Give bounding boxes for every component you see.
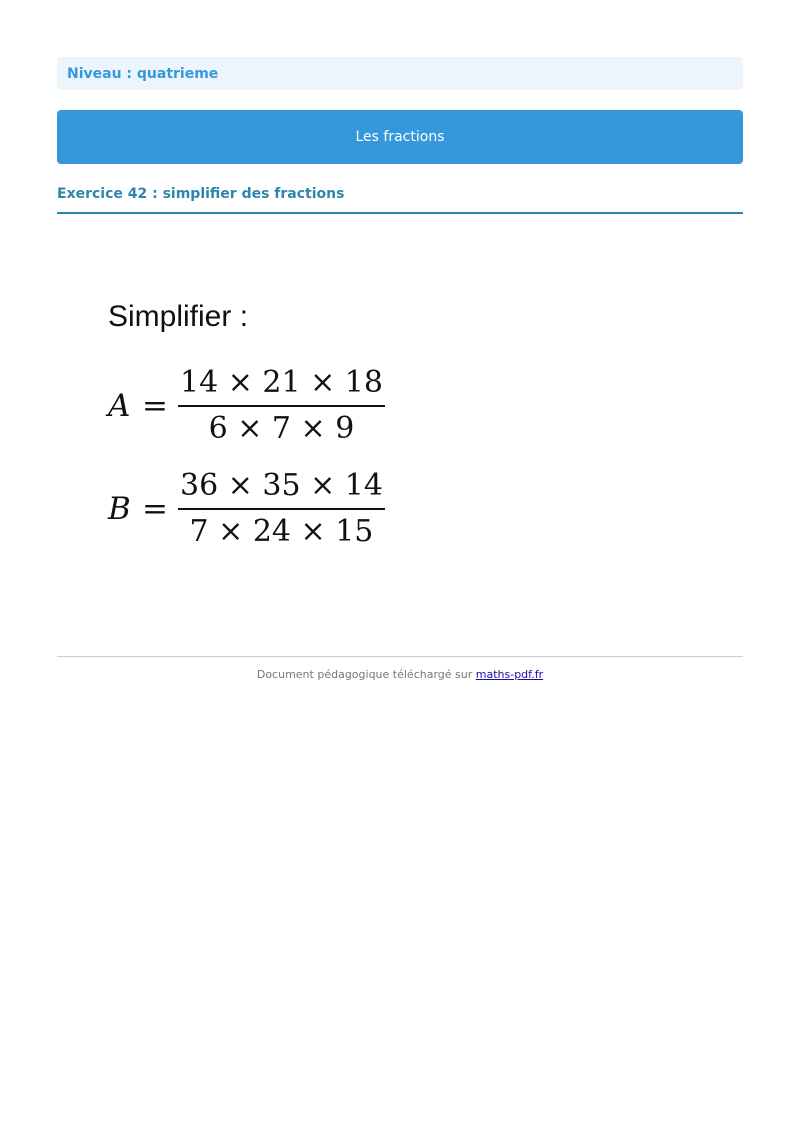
footer (57, 668, 743, 681)
level-text: Niveau : quatrieme (67, 65, 219, 82)
numerator-b: 36 × 35 × 14 (179, 468, 383, 503)
chapter-title: Les fractions (355, 129, 445, 145)
exercise-instruction: Simplifier : (108, 300, 249, 333)
denominator-a: 6 × 7 × 9 (208, 411, 355, 446)
footer-text: Document pédagogique téléchargé sur (256, 668, 476, 681)
equals-sign: = (142, 491, 168, 527)
numerator-a: 14 × 21 × 18 (179, 365, 383, 400)
variable-a: A (108, 388, 131, 424)
equals-sign: = (142, 388, 168, 424)
fraction-bar (178, 405, 385, 407)
exercise-title: Exercice 42 : simplifier des fractions (57, 184, 743, 214)
footer-divider (57, 656, 743, 657)
chapter-banner (57, 110, 743, 164)
fraction-b (178, 467, 385, 551)
fraction-a (178, 364, 385, 448)
denominator-b: 7 × 24 × 15 (189, 514, 374, 549)
expression-a (108, 365, 385, 447)
level-label (57, 57, 743, 90)
footer-link[interactable]: maths-pdf.fr (475, 668, 544, 681)
variable-b: B (108, 491, 131, 527)
expression-b (108, 468, 385, 550)
fraction-bar (178, 508, 385, 510)
exercise-content (100, 290, 420, 570)
